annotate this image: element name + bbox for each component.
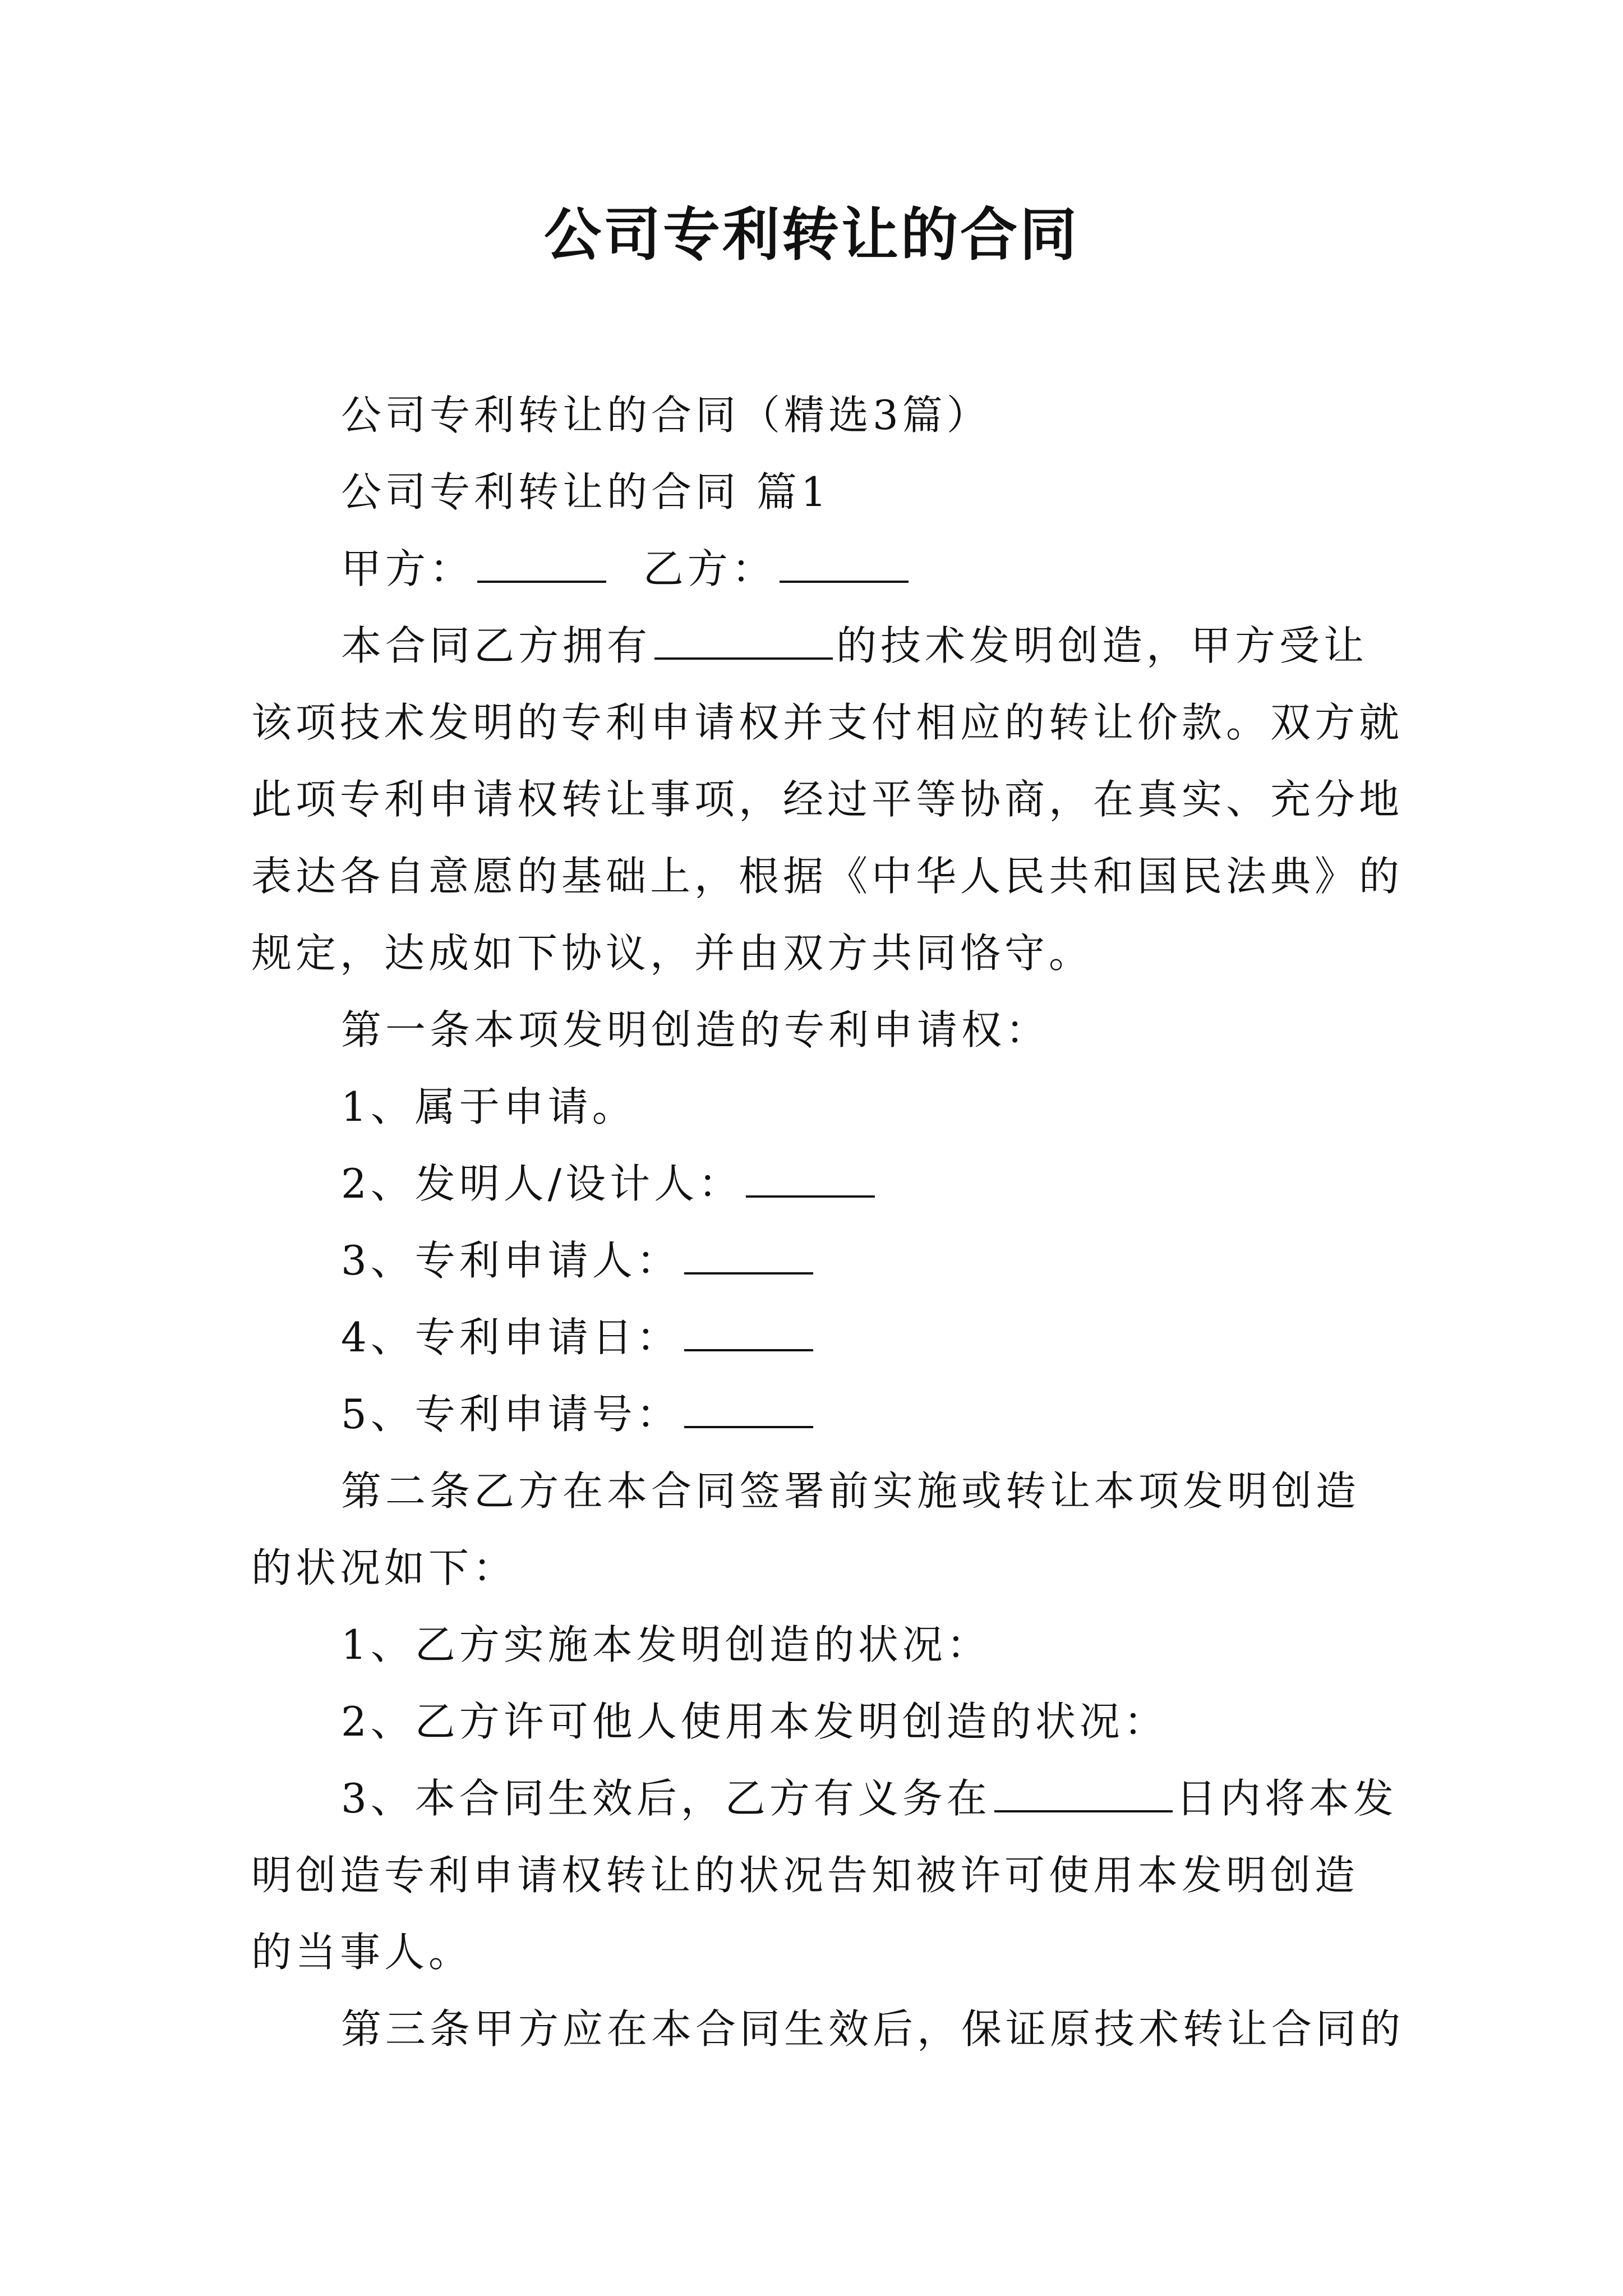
invention-blank: [654, 623, 833, 660]
item-text: 日内将本发: [1175, 1775, 1398, 1822]
preamble-line-1: [251, 608, 1390, 684]
party-b-label: 乙方：: [643, 545, 776, 592]
days-blank: [994, 1775, 1173, 1812]
article1-item2: [251, 1145, 1390, 1222]
item-label: 5、专利申请号：: [341, 1391, 681, 1438]
item-label: 2、发明人/设计人：: [341, 1160, 743, 1207]
preamble-text: 的技术发明创造，甲方受让: [836, 622, 1368, 669]
subtitle: 公司专利转让的合同（精选3篇）: [341, 392, 991, 439]
preamble-line-3: 此项专利申请权转让事项，经过平等协商，在真实、充分地: [251, 776, 1404, 823]
item-text: 3、本合同生效后，乙方有义务在: [341, 1775, 991, 1822]
article1-heading: 第一条本项发明创造的专利申请权：: [341, 1006, 1050, 1053]
parties-line: [251, 531, 1390, 608]
application-date-blank: [684, 1314, 813, 1351]
article2-item3: [251, 1760, 1398, 1837]
article1-item4: [251, 1299, 1390, 1376]
article3-line1: 第三条甲方应在本合同生效后，保证原技术转让合同的: [341, 2005, 1405, 2053]
article1-item3: [251, 1222, 1390, 1299]
article2-item1: 1、乙方实施本发明创造的状况：: [341, 1621, 991, 1668]
party-a-blank: [477, 546, 606, 583]
preamble-text: 本合同乙方拥有: [341, 622, 652, 669]
preamble-line-5: 规定，达成如下协议，并由双方共同恪守。: [251, 930, 1094, 977]
document-body: [251, 377, 1405, 2068]
party-b-blank: [780, 546, 909, 583]
inventor-blank: [746, 1161, 875, 1198]
article2-line1: 第二条乙方在本合同签署前实施或转让本项发明创造: [341, 1467, 1361, 1515]
party-a-label: 甲方：: [341, 545, 474, 592]
item-label: 4、专利申请日：: [341, 1314, 681, 1361]
article1-item5: [251, 1376, 1390, 1453]
item-label: 3、专利申请人：: [341, 1237, 681, 1284]
preamble-line-4: 表达各自意愿的基础上，根据《中华人民共和国民法典》的: [251, 853, 1404, 900]
section-heading: 公司专利转让的合同 篇1: [341, 468, 831, 516]
article2-line2: 的状况如下：: [251, 1544, 518, 1591]
article2-item2: 2、乙方许可他人使用本发明创造的状况：: [341, 1698, 1168, 1745]
applicant-blank: [684, 1237, 813, 1274]
application-number-blank: [684, 1391, 813, 1428]
article1-item1: 1、属于申请。: [341, 1083, 637, 1130]
preamble-line-2: 该项技术发明的专利申请权并支付相应的转让价款。双方就: [251, 699, 1404, 746]
document-title: 公司专利转让的合同: [544, 202, 1079, 269]
article2-item3-line3: 的当事人。: [251, 1929, 473, 1976]
article2-item3-line2: 明创造专利申请权转让的状况告知被许可使用本发明创造: [251, 1852, 1359, 1899]
